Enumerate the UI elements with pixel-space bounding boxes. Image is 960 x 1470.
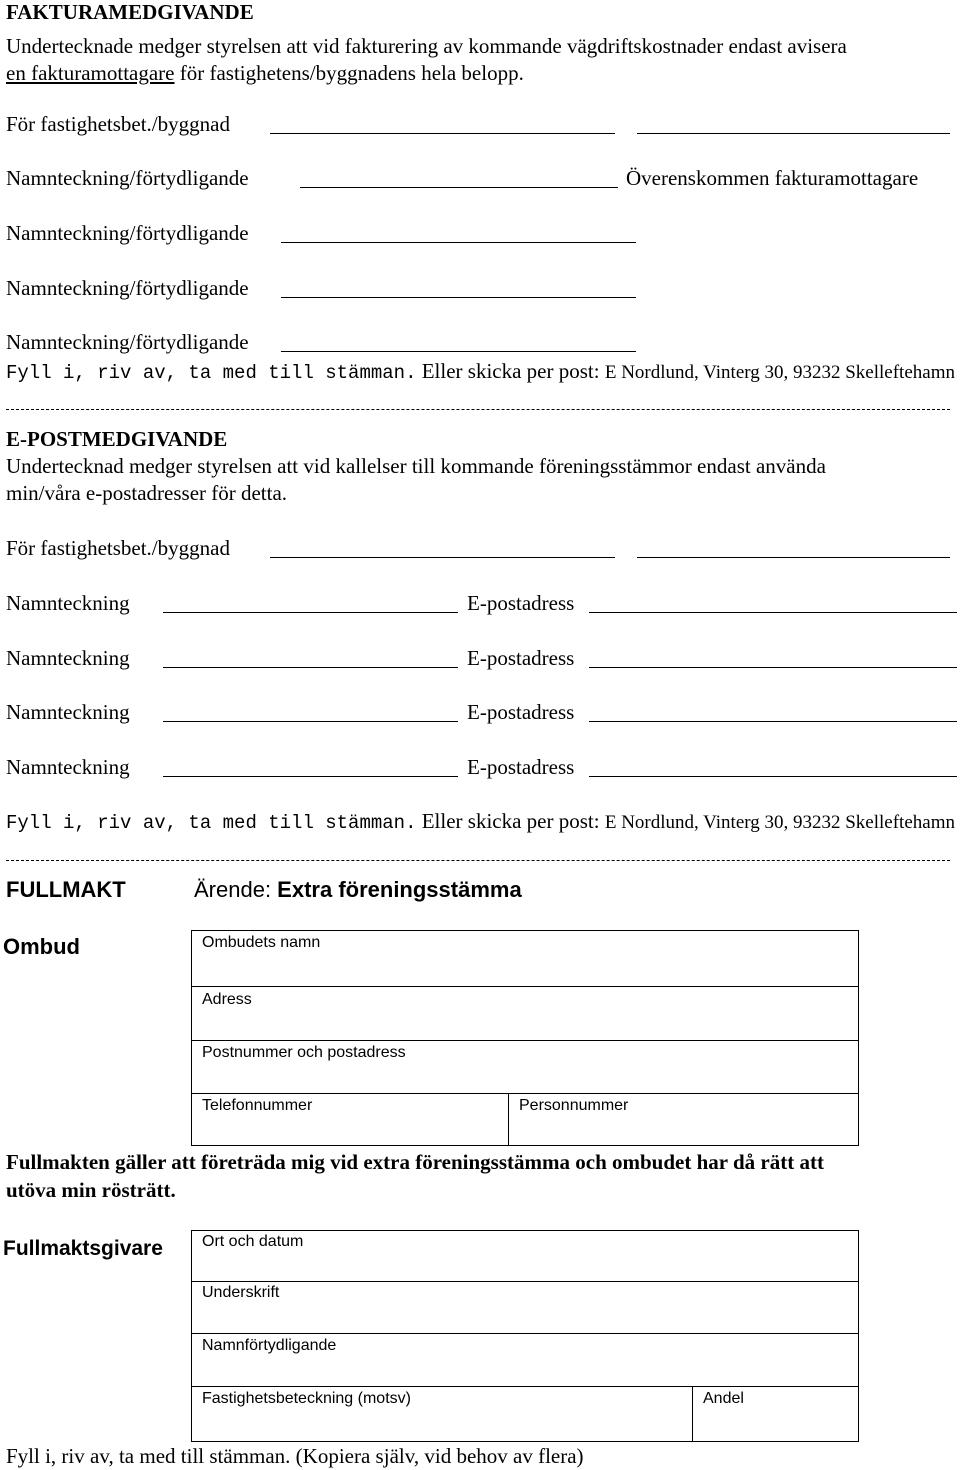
ombud-label: Ombud: [3, 934, 80, 959]
giver-property-field[interactable]: Fastighetsbeteckning (motsv): [202, 1390, 411, 1407]
faktura-signature-field-3[interactable]: [281, 297, 636, 298]
tear-off-line-2: [6, 860, 950, 861]
epost-property-field-1[interactable]: [270, 557, 615, 558]
ombud-divider-3: [191, 1093, 859, 1094]
epost-email-label-2: E-postadress: [467, 646, 575, 670]
giver-place-date-field[interactable]: Ort och datum: [202, 1233, 304, 1250]
epost-signature-field-2[interactable]: [163, 667, 458, 668]
faktura-text-line2-rest: för fastighetens/byggnadens hela belopp.: [174, 61, 524, 85]
giver-share-field[interactable]: Andel: [703, 1390, 744, 1407]
faktura-signature-label-1: Namnteckning/förtydligande: [6, 166, 249, 190]
epost-text-line2: min/våra e-postadresser för detta.: [6, 481, 288, 505]
epost-email-label-4: E-postadress: [467, 755, 575, 779]
fullmakt-statement-line2: utöva min rösträtt.: [6, 1178, 176, 1202]
fullmakt-title: FULLMAKT: [6, 877, 126, 902]
faktura-property-field-1[interactable]: [270, 133, 615, 134]
epost-email-field-4[interactable]: [589, 776, 957, 777]
epost-property-label: För fastighetsbet./byggnad: [6, 536, 230, 560]
giver-box: [191, 1230, 859, 1442]
giver-name-clarification-field[interactable]: Namnförtydligande: [202, 1337, 337, 1354]
epost-email-field-3[interactable]: [589, 721, 957, 722]
giver-divider-1: [191, 1281, 859, 1282]
faktura-signature-label-4: Namnteckning/förtydligande: [6, 330, 249, 354]
faktura-footer: Fyll i, riv av, ta med till stämman. Eller skicka per post: E Nordlund, Vinterg 30, 93232 Skelleftehamn: [6, 359, 955, 384]
faktura-agreed-recipient: Överenskommen fakturamottagare: [626, 166, 919, 190]
ombud-divider-2: [191, 1040, 859, 1041]
epost-signature-label-3: Namnteckning: [6, 700, 130, 724]
faktura-text-line2: [6, 61, 524, 85]
faktura-title: FAKTURAMEDGIVANDE: [6, 0, 254, 24]
fullmakt-statement-line1: Fullmakten gäller att företräda mig vid extra föreningsstämma och ombudet har då rätt att: [6, 1150, 824, 1174]
tear-off-line-1: [6, 409, 950, 410]
epost-signature-label-1: Namnteckning: [6, 591, 130, 615]
giver-divider-3: [191, 1386, 859, 1387]
ombud-name-field[interactable]: Ombudets namn: [202, 934, 321, 951]
epost-title: E-POSTMEDGIVANDE: [6, 427, 228, 451]
giver-divider-2: [191, 1333, 859, 1334]
epost-footer: Fyll i, riv av, ta med till stämman. Eller skicka per post: E Nordlund, Vinterg 30, 93232 Skelleftehamn: [6, 809, 955, 834]
epost-email-label-3: E-postadress: [467, 700, 575, 724]
faktura-recipient-underlined: en fakturamottagare: [6, 61, 175, 85]
giver-signature-field[interactable]: Underskrift: [202, 1284, 280, 1301]
epost-email-field-1[interactable]: [589, 612, 957, 613]
epost-signature-field-3[interactable]: [163, 721, 458, 722]
epost-email-label-1: E-postadress: [467, 591, 575, 615]
epost-signature-field-4[interactable]: [163, 776, 458, 777]
epost-email-field-2[interactable]: [589, 667, 957, 668]
fullmaktsgivare-label: Fullmaktsgivare: [3, 1237, 163, 1260]
epost-text-line1: Undertecknad medger styrelsen att vid kallelser till kommande föreningsstämmor endast använda: [6, 454, 826, 478]
giver-divider-vertical: [692, 1386, 693, 1442]
faktura-signature-label-3: Namnteckning/förtydligande: [6, 276, 249, 300]
epost-signature-field-1[interactable]: [163, 612, 458, 613]
faktura-signature-label-2: Namnteckning/förtydligande: [6, 221, 249, 245]
ombud-divider-vertical: [508, 1093, 509, 1146]
epost-signature-label-2: Namnteckning: [6, 646, 130, 670]
fullmakt-footer: Fyll i, riv av, ta med till stämman. (Kopiera själv, vid behov av flera): [6, 1444, 584, 1468]
faktura-signature-field-2[interactable]: [281, 242, 636, 243]
faktura-property-field-2[interactable]: [637, 133, 950, 134]
epost-signature-label-4: Namnteckning: [6, 755, 130, 779]
faktura-signature-field-1[interactable]: [300, 187, 618, 188]
faktura-signature-field-4[interactable]: [281, 351, 636, 352]
fullmakt-arende-value: Extra föreningsstämma: [277, 877, 522, 902]
ombud-divider-1: [191, 986, 859, 987]
ombud-address-field[interactable]: Adress: [202, 991, 252, 1008]
faktura-property-label: För fastighetsbet./byggnad: [6, 112, 230, 136]
ombud-postal-field[interactable]: Postnummer och postadress: [202, 1044, 406, 1061]
fullmakt-arende: Ärende: Extra föreningsstämma: [194, 877, 522, 902]
ombud-personal-number-field[interactable]: Personnummer: [519, 1097, 629, 1114]
faktura-text-line1: Undertecknade medger styrelsen att vid fakturering av kommande vägdriftskostnader endast avisera: [6, 34, 847, 58]
ombud-phone-field[interactable]: Telefonnummer: [202, 1097, 313, 1114]
epost-property-field-2[interactable]: [637, 557, 950, 558]
